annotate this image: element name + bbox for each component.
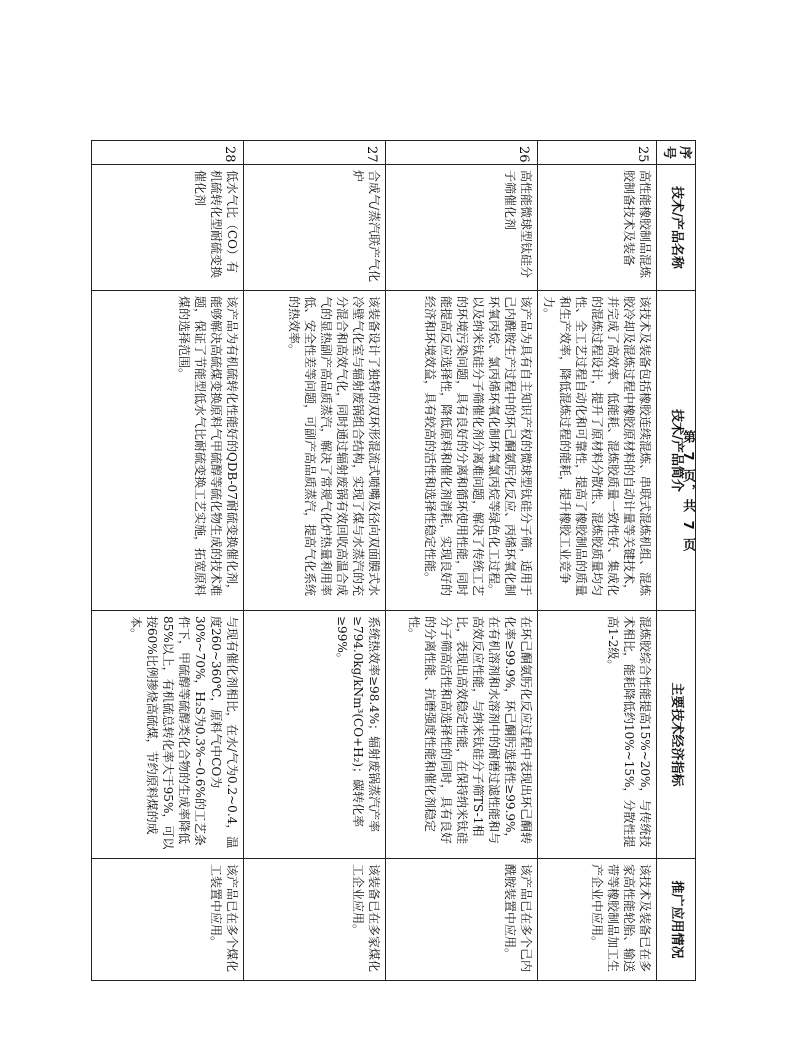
row-indicators: 在环己酮氨肟化反应过程中表现出环己酮转化率≥99.9%，环己酮肟选择性≥99.9%，在有机溶剂和水溶剂中的耐磨过滤性能和与高效反应性能，与纳米钛硅分子筛TS-1相比，表现出高效稳定性能，在保持纳米钛硅分子筛高活性和高选择性的同时，具有良好的分离性能、抗磨强度性能和催化剂稳定性。 (386, 611, 538, 859)
row-application: 该技术及装备已在多家高性能轮胎、输送带等橡胶制品加工生产企业中应用。 (538, 859, 657, 981)
table-row (538, 141, 657, 981)
table-row (244, 141, 386, 981)
page-number-footer: 第 7 页，共 7 页 (680, 430, 695, 554)
technology-table (91, 140, 696, 981)
row-name: 低水气比（CO）有机硫转化型耐硫变换催化剂 (92, 165, 244, 291)
row-number: 25 (538, 141, 657, 165)
row-description: 该产品为具有自主知识产权的微球型钛硅分子筛，适用于己内酰胺生产过程中的环己酮氨肟化反应、丙烯环氧化制环氧丙烷、氯丙烯环氧化制环氧氯丙烷等绿色化工过程。以及纳米钛硅分子筛催化剂分离难问题，解决了传统工艺的环境污染问题，具有良好的分离和循环使用性能，同时能提高反应选择性，降低原料和催化剂消耗，实现良好的经济和环境效益，具有较高的活性和选择性稳定性能。 (386, 291, 538, 611)
header-description: 技术/产品简介 (657, 291, 696, 611)
row-number: 26 (386, 141, 538, 165)
header-name: 技术/产品名称 (657, 165, 696, 291)
row-name: 高性能橡胶制品混炼胶制备技术及装备 (538, 165, 657, 291)
row-description: 该装备设计了独特的双环形混流式喷嘴及径向双面膜式水冷壁气化室与辐射废锅组合结构，实现了煤与水蒸汽的充分混合和高效气化，同时通过辐射废锅有效回收高温合成气的显热副产高品质蒸汽，解决了常规气化炉热量利用率低、安全性差等问题，可副产高品质蒸汽，提高气化系统的热效率。 (244, 291, 386, 611)
table-header-row (657, 141, 696, 981)
table-row (92, 141, 244, 981)
row-description: 该产品为有机硫转化性能好的QDB-07耐硫变换催化剂，能够解决高硫煤变换原料气甲硫醇等硫化物生成的技术难题，保证了节能型低水气比耐硫变换工艺实施，拓宽原料煤的选择范围。 (92, 291, 244, 611)
row-name: 合成气/蒸汽联产气化炉 (244, 165, 386, 291)
row-indicators: 系统热效率≥98.4%；辐射废锅蒸汽产率≥794.0kg/kNm³(CO+H₂)；碳转化率≥99%。 (244, 611, 386, 859)
row-application: 该装备已在多家煤化工企业应用。 (244, 859, 386, 981)
rotated-page (108, 140, 696, 980)
row-application: 该产品已在多个己内酰胺装置中应用。 (386, 859, 538, 981)
header-application: 推广应用情况 (657, 859, 696, 981)
row-application: 该产品已在多个煤化工装置中应用。 (92, 859, 244, 981)
row-number: 28 (92, 141, 244, 165)
row-indicators: 混炼胶综合性能提高15%~20%，与传统技术相比，能耗降低约10%~15%，分散性提高1-2级。 (538, 611, 657, 859)
table-row (386, 141, 538, 981)
row-indicators: 与现有催化剂相比，在水/气为0.2~0.4，温度260~360℃，原料气中CO为30%~70%，H₂S为0.3%~0.6%的工艺条件下，甲硫醇等硫醇类化合物的生成率降低85%以上，有机硫总转化率大于95%，可以按60%比例掺烧高硫煤，节约原料煤的成本。 (92, 611, 244, 859)
row-name: 高性能微球型钛硅分子筛催化剂 (386, 165, 538, 291)
header-indicators: 主要技术经济指标 (657, 611, 696, 859)
header-no: 序号 (657, 141, 696, 165)
row-description: 该技术及装备包括橡胶连续混炼、串联式混炼机组、混炼胶冷却及混炼过程中橡胶原材料的自动计量等关键技术，并完成了高效率、低能耗、混炼胶质量一致性好、集成化的混炼过程设计，提升了原材料分散性、混炼胶质量均匀性、全工艺过程自动化和可靠性，提高了橡胶制品的质量和生产效率，降低混炼过程的能耗，提升橡胶工业竞争力。 (538, 291, 657, 611)
row-number: 27 (244, 141, 386, 165)
